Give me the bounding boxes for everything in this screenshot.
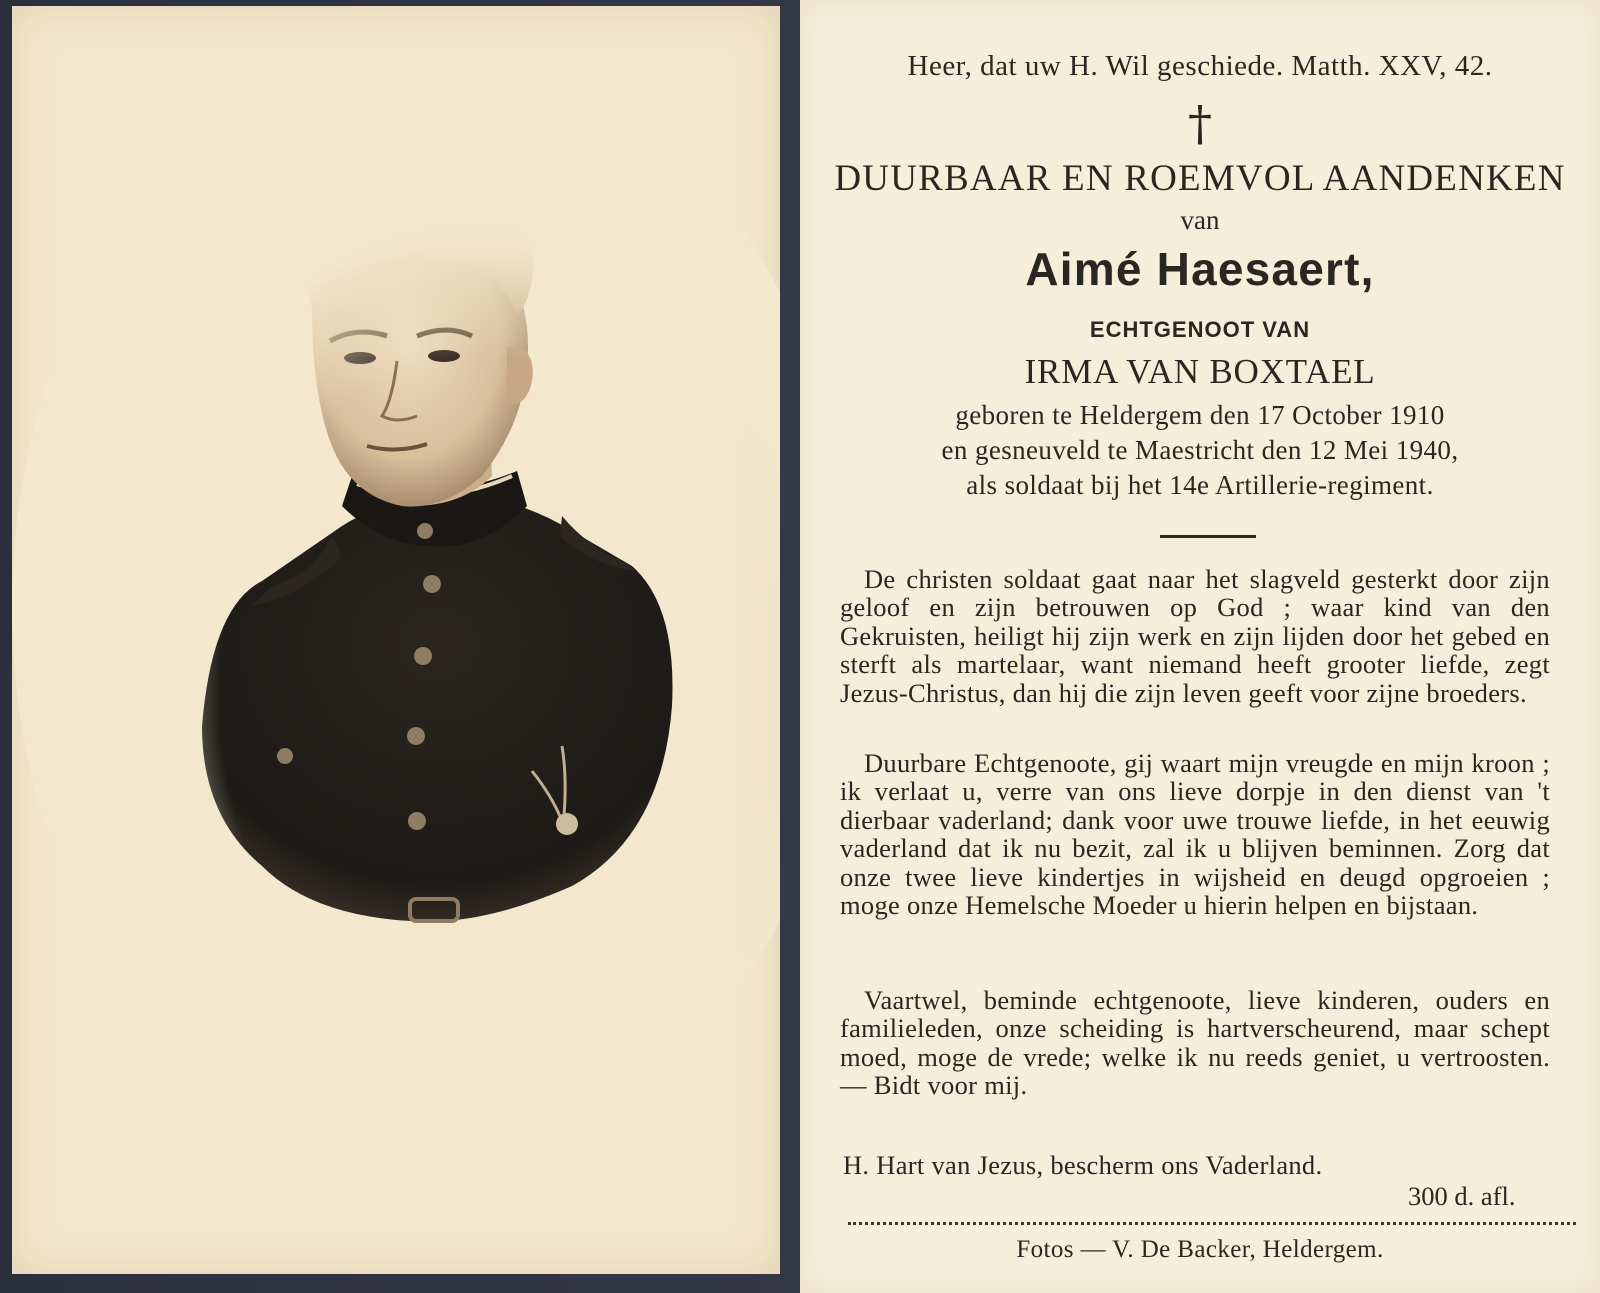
bio-line-death: en gesneuveld te Maestricht den 12 Mei 1940, [941,435,1459,465]
deceased-name: Aimé Haesaert, [1025,243,1375,295]
footer-divider [848,1222,1576,1225]
bio-line-birth: geboren te Heldergem den 17 October 1910 [955,400,1445,430]
spouse-label: ECHTGENOOT VAN [1089,317,1311,342]
soldier-portrait-image [12,6,780,1274]
section-divider [1160,535,1256,538]
scripture-epigraph: Heer, dat uw H. Wil geschiede. Matth. XXV, 42. [907,50,1493,82]
paragraph-farewell: Vaartwel, beminde echtgenoote, lieve kinderen, ouders en familieleden, onze scheiding is hartverscheurend, maar schept moed, moge de vrede; welke ik nu reeds geniet, u vertroosten. — Bidt voor mij. [840,985,1550,1101]
spouse-name: IRMA VAN BOXTAEL [1024,352,1376,391]
paragraph-to-wife: Duurbare Echtgenoote, gij waart mijn vreugde en mijn kroon ; ik verlaat u, verre van ons lieve dorpje in den dienst van 't dierbaar vaderland; dank voor uwe trouwe liefde, in het eeuwig vaderland dat ik nu bezit, zal ik u blijven beminnen. Zorg dat onze twee lieve kindertjes in wijsheid en deugd opgroeien ; moge onze Hemelsche Moeder u hierin helpen en bijstaan. [840,748,1550,921]
heading-van: van [1180,205,1220,235]
cross-icon: † [1188,96,1212,152]
indulgence-note: 300 d. afl. [1408,1181,1516,1211]
memorial-heading: DUURBAAR EN ROEMVOL AANDENKEN [834,158,1566,199]
bio-line-regiment: als soldaat bij het 14e Artillerie-regiment. [966,470,1434,500]
closing-prayer: H. Hart van Jezus, bescherm ons Vaderland. [843,1150,1323,1180]
paragraph-christian-soldier: De christen soldaat gaat naar het slagveld gesterkt door zijn geloof en zijn betrouwen op God ; waar kind van den Gekruisten, heiligt hij zijn werk en zijn lijden door het gebed en sterft als martelaar, want niemand heeft grooter liefde, zegt Jezus-Christus, dan hij die zijn leven geeft voor zijne broeders. [840,564,1550,708]
photographer-credit: Fotos — V. De Backer, Heldergem. [1016,1236,1384,1263]
portrait-photo-card [12,6,780,1274]
